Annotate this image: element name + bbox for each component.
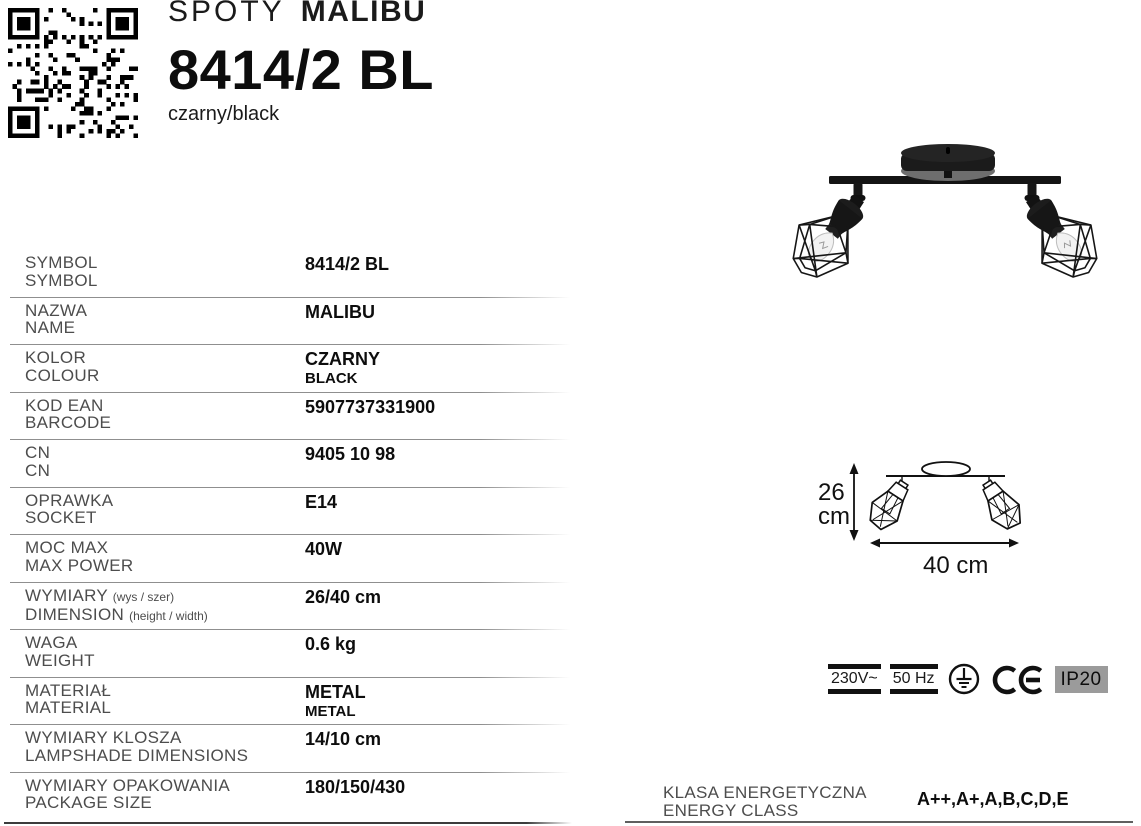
spec-row-weight [10,630,570,678]
spec-label [25,634,305,678]
energy-class-label-pl: KLASA ENERGETYCZNA [663,783,867,802]
spec-row-cn [10,440,570,488]
spec-label [25,729,305,773]
spec-label-pl: MOC MAX [25,538,109,557]
spec-label-pl: MATERIAŁ [25,680,112,700]
spec-label-en: COLOUR [25,365,100,385]
right-spot-head [1006,179,1113,291]
ip-rating-badge: IP20 [1055,666,1108,693]
spec-value: 8414/2 BL [305,254,390,274]
spec-label-en: LAMPSHADE DIMENSIONS [25,745,249,765]
certifications-row [828,662,1108,696]
spec-row-max-power [10,535,570,583]
spec-row-colour [10,345,570,393]
spec-label-pl: SYMBOL [25,253,98,272]
spec-value: MALIBU [305,301,375,322]
spec-label-pl: CN [25,443,51,462]
height-dimension-value: 26 [818,479,845,506]
energy-class-value: A++,A+,A,B,C,D,E [917,789,1069,809]
spec-label-pl: NAZWA [25,300,88,320]
spec-value: 26/40 cm [305,586,382,607]
color-variant: czarny/black [168,103,280,125]
model-name: MALIBU [300,0,427,28]
spec-label-note-en: (height / width) [129,609,208,623]
spec-label-en: NAME [25,318,76,337]
spec-label-en: SYMBOL [25,270,98,290]
ce-mark-icon [990,662,1046,696]
spec-label [25,397,305,441]
spec-label-en: MATERIAL [25,698,112,717]
spec-row-package-size [10,773,570,824]
spec-value: E14 [305,491,338,512]
spec-label-en: CN [25,460,51,480]
spec-row-lampshade-dimensions [10,725,570,773]
product-code: 8414/2 BL [168,38,434,101]
spec-value: 5907737331900 [305,396,436,417]
spec-value: 0.6 kg [305,634,357,654]
spec-label [25,777,305,824]
protective-earth-icon [947,662,981,696]
dimension-diagram [810,443,1025,578]
spec-label [25,587,305,631]
spec-label-pl: WAGA [25,633,78,652]
spec-value: CZARNY BLACK [305,349,380,387]
spec-row-dimension [10,583,570,631]
spec-label [25,254,305,298]
bottom-rule [625,821,1133,823]
spec-value: 9405 10 98 [305,444,396,464]
spec-value: 14/10 cm [305,729,382,749]
product-photo [745,140,1140,315]
spec-label [25,492,305,536]
spec-label-en: WEIGHT [25,650,95,670]
spec-label [25,349,305,393]
spec-row-symbol [10,250,570,298]
product-series-line [168,0,434,29]
spec-table [10,250,570,824]
spec-value-secondary: BLACK [305,370,358,387]
energy-class-label-en: ENERGY CLASS [663,800,799,820]
spec-row-barcode [10,393,570,441]
spec-label-pl: WYMIARY KLOSZA [25,728,182,747]
spec-label-pl: OPRAWKA [25,490,114,510]
spec-value: 180/150/430 [305,776,406,797]
spec-label [25,302,305,346]
spec-label-en: BARCODE [25,413,112,432]
header [168,0,434,125]
spec-row-name [10,298,570,346]
spec-row-socket [10,488,570,536]
spec-value: METAL METAL [305,681,366,720]
spec-label-en: SOCKET [25,508,97,527]
series-name: SPOTY [168,0,285,28]
energy-class-label [663,784,867,819]
spec-label [25,682,305,726]
spec-value-secondary: METAL [305,702,356,720]
spec-label-pl: KOLOR [25,348,87,367]
spec-label-en: DIMENSION [25,605,125,624]
spec-label [25,539,305,583]
spec-label-en: MAX POWER [25,555,134,575]
spec-value: 40W [305,539,343,559]
spec-label-en: PACKAGE SIZE [25,793,153,812]
spec-label-pl: WYMIARY [25,585,108,605]
left-spot-head [777,179,884,291]
ceiling-canopy [901,144,995,181]
qr-code-icon [8,8,138,138]
width-dimension-label: 40 cm [923,552,989,578]
spec-row-material [10,678,570,726]
spec-label [25,444,305,488]
spec-label-pl: KOD EAN [25,395,104,415]
voltage-badge: 230V~ [828,664,881,694]
lamp-outline [862,462,1025,535]
frequency-badge: 50 Hz [890,664,938,694]
spec-label-pl: WYMIARY OPAKOWANIA [25,775,231,795]
height-dimension-unit: cm [818,503,850,530]
spec-label-note-pl: (wys / szer) [112,589,175,604]
